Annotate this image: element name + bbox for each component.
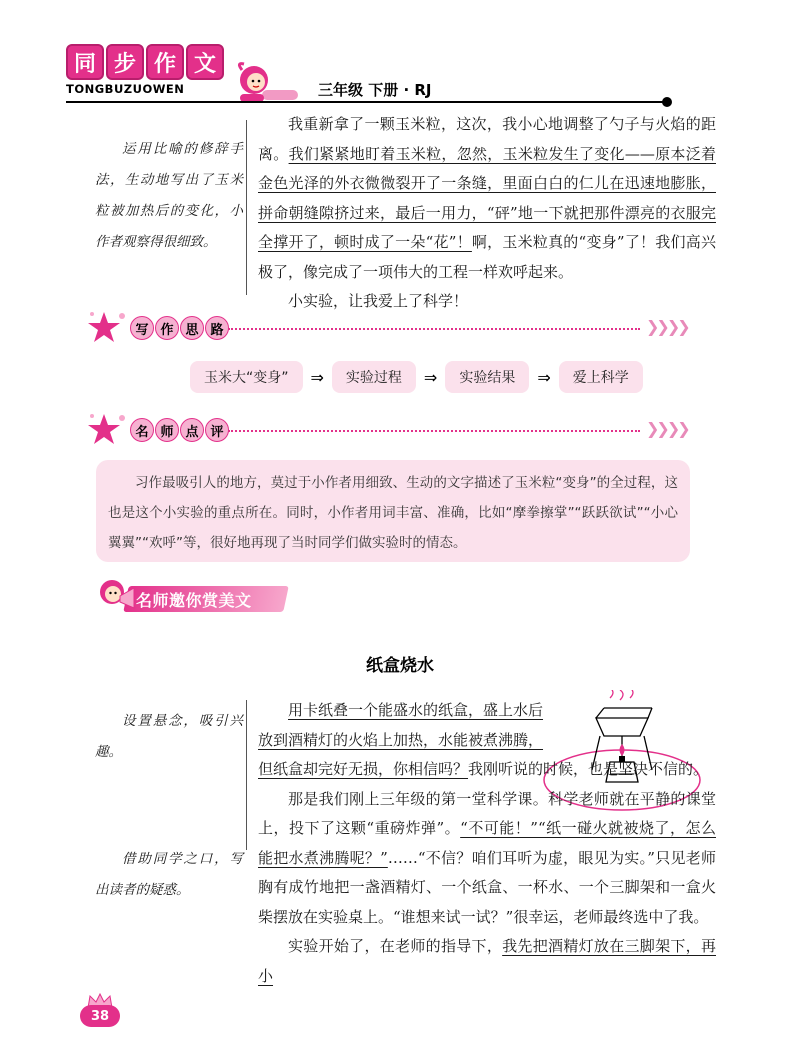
margin-divider — [246, 120, 247, 295]
teacher-comment-box — [96, 460, 690, 562]
title-char: 写 — [130, 316, 154, 340]
top-paragraph — [258, 110, 716, 317]
top-paragraph-text — [258, 110, 716, 287]
header-rule — [66, 101, 666, 103]
book-logo — [66, 44, 226, 100]
girl-mascot-icon — [232, 60, 302, 106]
sentence-plain: ……“不信？咱们耳听为虚，眼见为实。”只见老师胸有成竹地把一盏酒精灯、一个纸盒、一杯水、一个三脚架和一盒火柴摆放在实验桌上。“谁想来试一试？”很幸运，老师最终选中了我。 — [258, 848, 716, 926]
section-title-teacher-comment — [130, 418, 229, 442]
sentence-underlined: 我们紧紧地盯着玉米粒，忽然，玉米粒发生了变化——原本泛着金色光泽的外衣微微裂开了一条缝，里面白白的仁儿在迅速地膨胀，拼命朝缝隙挤过来，最后一用力，“砰”地一下就把那件漂亮的衣服完全撑开了，顿时成了一朵“花”！ — [258, 144, 716, 251]
dotted-leader — [228, 328, 640, 330]
flow-arrow-icon: ⇒ — [537, 367, 551, 387]
sentence-plain: 我重新拿了一颗玉米粒，这次，我小心地调整了勺子与火焰的距离。 — [258, 115, 716, 163]
flow-step: 实验结果 — [445, 361, 529, 393]
sentence-plain: 实验开始了，在老师的指导下， — [288, 937, 503, 955]
writing-flow — [190, 361, 643, 393]
grade-label: 三年级 下册 · RJ — [318, 81, 432, 99]
essay-paragraph — [258, 932, 716, 991]
flow-arrow-icon: ⇒ — [310, 367, 324, 387]
appreciation-banner — [92, 576, 292, 616]
sentence-plain: 那是我们刚上三年级的第一堂科学课。科学老师就在平静的课堂上，投下了这颗“重磅炸弹”。 — [258, 789, 716, 837]
chevrons-right-icon: ❯❯❯❯ — [646, 317, 688, 336]
flow-step: 实验过程 — [332, 361, 416, 393]
title-char: 名 — [130, 418, 154, 442]
sentence-plain: 啊，玉米粒真的“变身”了！我们高兴极了，像完成了一项伟大的工程一样欢呼起来。 — [258, 233, 717, 281]
sentence-underlined: 放到酒精灯的火焰上加热，水能被煮沸腾， — [258, 730, 544, 749]
page-number: 38 — [80, 1005, 120, 1027]
logo-title — [66, 44, 224, 78]
logo-char: 作 — [146, 44, 184, 80]
side-note-text: 运用比喻的修辞手法，生动地写出了玉米粒被加热后的变化，小作者观察得很细致。 — [95, 141, 243, 250]
section-title-writing-idea — [130, 316, 229, 340]
essay-paragraph — [258, 696, 716, 785]
title-char: 思 — [180, 316, 204, 340]
top-paragraph-end: 小实验，让我爱上了科学！ — [288, 292, 469, 310]
title-char: 评 — [205, 418, 229, 442]
sentence-underlined: 用卡纸叠一个能盛水的纸盒，盛上水后 — [288, 701, 544, 719]
flow-step: 玉米大“变身” — [190, 361, 303, 393]
star-icon — [88, 310, 128, 346]
header-rule-end — [662, 97, 672, 107]
sentence-underlined: 但纸盒却完好无损，你相信吗？ — [258, 760, 469, 778]
flow-step: 爱上科学 — [559, 361, 643, 393]
side-note-text: 借助同学之口，写出读者的疑惑。 — [95, 851, 243, 898]
title-char: 师 — [155, 418, 179, 442]
essay-title: 纸盒烧水 — [366, 656, 434, 676]
star-icon — [88, 412, 128, 448]
side-note-doubt — [95, 844, 243, 906]
sentence-underlined: “不可能！”“纸一碰火就被烧了，怎么能把水煮沸腾呢？” — [258, 819, 716, 867]
essay-paragraph — [258, 785, 716, 933]
title-char: 路 — [205, 316, 229, 340]
teacher-comment-text: 习作最吸引人的地方，莫过于小作者用细致、生动的文字描述了玉米粒“变身”的全过程，这也是这个小实验的重点所在。同时，小作者用词丰富、准确，比如“摩拳擦掌”“跃跃欲试”“小心翼翼”“欢呼”等，很好地再现了当时同学们做实验时的情态。 — [108, 475, 678, 551]
flow-arrow-icon: ⇒ — [423, 367, 438, 387]
margin-divider — [246, 700, 247, 850]
banner-title: 名师邀你赏美文 — [136, 591, 252, 610]
sentence-underlined: 我先把酒精灯放在三脚架下，再小 — [258, 937, 716, 985]
side-note-suspense — [95, 706, 243, 768]
section-header-teacher-comment — [88, 412, 229, 448]
section-header-writing-idea — [88, 310, 229, 346]
dotted-leader — [228, 430, 640, 432]
side-note-text: 设置悬念，吸引兴趣。 — [95, 713, 243, 760]
title-char: 点 — [180, 418, 204, 442]
logo-char: 同 — [66, 44, 104, 80]
essay-body — [258, 696, 716, 991]
chevrons-right-icon: ❯❯❯❯ — [646, 419, 688, 438]
logo-char: 步 — [106, 44, 144, 80]
logo-pinyin: TONGBUZUOWEN — [66, 82, 185, 96]
page-header — [0, 0, 800, 110]
logo-char: 文 — [186, 44, 224, 80]
side-note-metaphor — [95, 134, 243, 258]
title-char: 作 — [155, 316, 179, 340]
megaphone-girl-icon — [92, 576, 138, 616]
sentence-plain: 我刚听说的时候，也是坚决不信的。 — [468, 760, 709, 778]
